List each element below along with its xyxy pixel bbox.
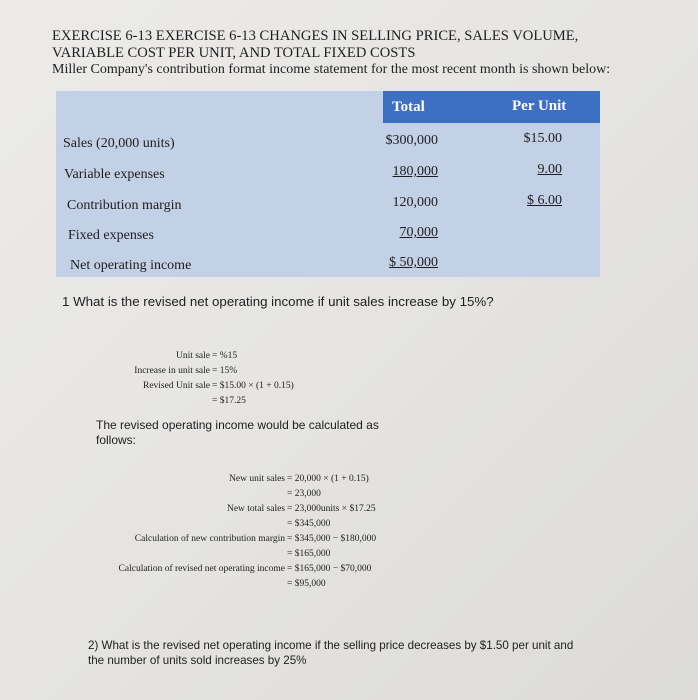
income-calc-labels: [60, 472, 285, 592]
calc-value: = 15%: [212, 366, 238, 376]
calc-label: [60, 487, 285, 502]
calc-label: [60, 394, 210, 409]
row-unit-variable-expenses: 9.00: [537, 162, 562, 177]
header-per-unit: Per Unit: [512, 98, 567, 114]
calc-value: = $165,000 − $70,000: [287, 564, 372, 574]
row-label-net-operating-income: Net operating income: [70, 258, 192, 273]
calc-value: = $15.00 × (1 + 0.15): [212, 381, 294, 391]
unit-calc-values: [212, 349, 372, 409]
calc-label: [60, 577, 285, 592]
exercise-title: EXERCISE 6-13 EXERCISE 6-13 CHANGES IN SELLING PRICE, SALES VOLUME, VARIABLE COST PER UNIT, AND TOTAL FIXED COSTS: [52, 28, 579, 61]
calc-label: Revised Unit sale: [142, 381, 210, 391]
row-label-variable-expenses: Variable expenses: [64, 167, 165, 182]
calc-label: Unit sale: [175, 351, 210, 361]
calc-label: Increase in unit sale: [134, 366, 210, 376]
calc-label: Calculation of new contribution margin: [134, 534, 285, 544]
calc-value: = 23,000: [287, 489, 321, 499]
exercise-intro: Miller Company's contribution format income statement for the most recent month is shown below:: [52, 62, 611, 77]
row-unit-sales: $15.00: [523, 131, 562, 146]
row-label-fixed-expenses: Fixed expenses: [68, 228, 154, 243]
row-unit-contribution-margin: $ 6.00: [527, 193, 562, 208]
income-calc-values: [287, 472, 437, 592]
header-total: Total: [392, 99, 425, 115]
calc-value: = 23,000units × $17.25: [287, 504, 376, 514]
calculation-note: The revised operating income would be calculated as follows:: [96, 418, 379, 447]
calc-value: = %15: [212, 351, 238, 361]
calc-value: = $345,000: [287, 519, 331, 529]
question-1-text: 1 What is the revised net operating income if unit sales increase by 15%?: [62, 294, 494, 309]
calc-label: New total sales: [226, 504, 285, 514]
calc-value: = $95,000: [287, 579, 326, 589]
calc-label: Calculation of revised net operating income: [118, 564, 285, 574]
calc-value: = $17.25: [212, 396, 246, 406]
row-label-sales: Sales (20,000 units): [63, 136, 175, 151]
calc-label: New unit sales: [229, 474, 285, 484]
calc-label: [60, 517, 285, 532]
row-total-contribution-margin: 120,000: [392, 195, 438, 210]
row-total-net-operating-income: $ 50,000: [389, 255, 438, 270]
calc-label: [60, 547, 285, 562]
unit-calc-labels: [60, 349, 210, 409]
calc-value: = $165,000: [287, 549, 331, 559]
row-total-variable-expenses: 180,000: [392, 164, 438, 179]
row-total-fixed-expenses: 70,000: [399, 225, 438, 240]
row-label-contribution-margin: Contribution margin: [67, 198, 182, 213]
row-total-sales: $300,000: [385, 133, 438, 148]
calc-value: = $345,000 − $180,000: [287, 534, 377, 544]
calc-value: = 20,000 × (1 + 0.15): [287, 474, 369, 484]
question-2-text: 2) What is the revised net operating income if the selling price decreases by $1.50 per unit and the number of units sold increases by 25%: [88, 639, 574, 667]
